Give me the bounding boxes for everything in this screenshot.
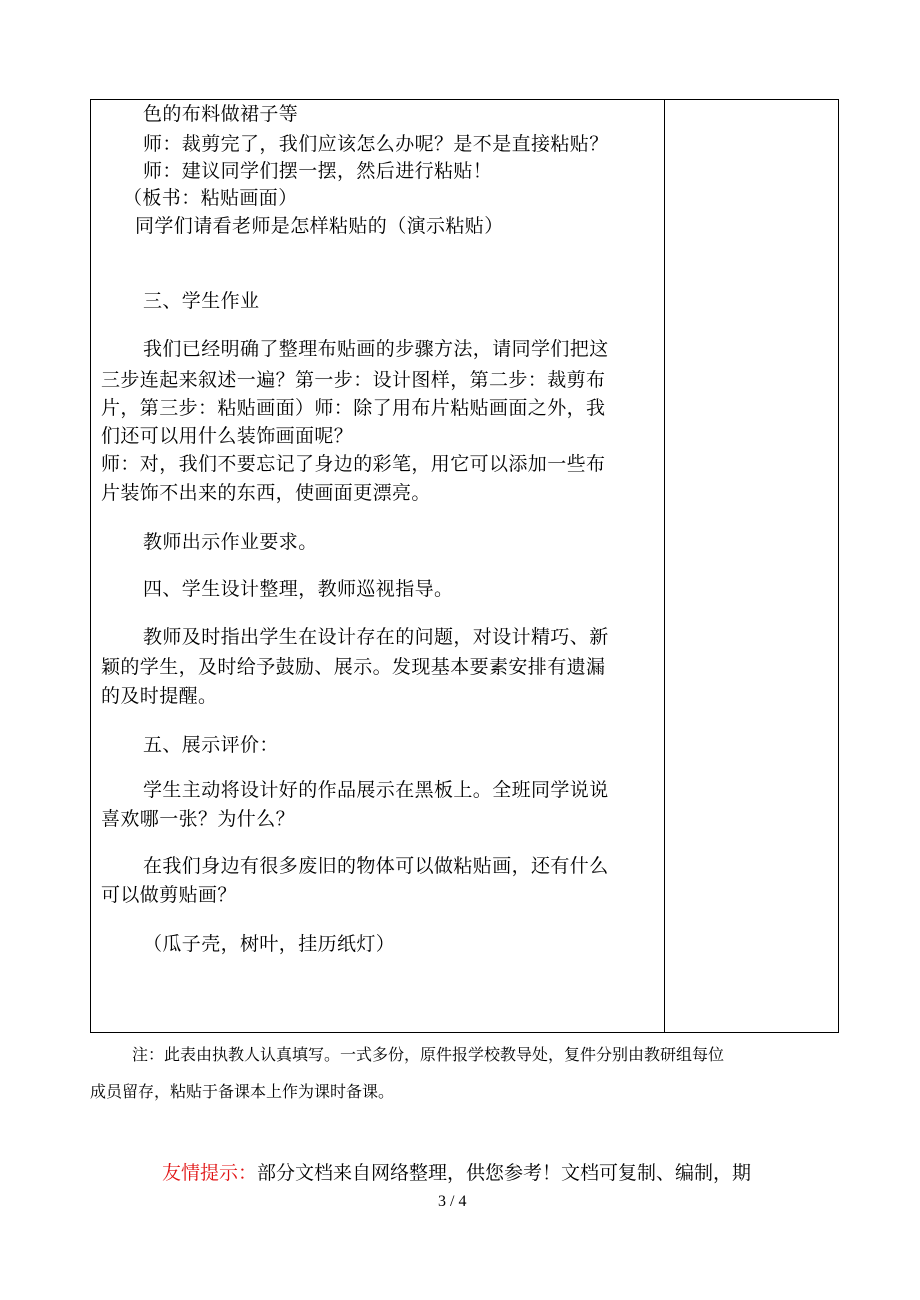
table-line: 教师出示作业要求。 [143, 531, 318, 553]
table-line: 师：建议同学们摆一摆，然后进行粘贴！ [143, 160, 493, 182]
table-line: 色的布料做裙子等 [143, 103, 299, 125]
table-line: 教师及时指出学生在设计存在的问题，对设计精巧、新 [143, 626, 609, 648]
table-line: 片装饰不出来的东西，使画面更漂亮。 [101, 482, 431, 504]
table-line: 学生主动将设计好的作品展示在黑板上。全班同学说说 [143, 779, 609, 801]
section-heading: 五、展示评价： [143, 734, 279, 756]
note-line-2: 成员留存，粘贴于备课本上作为课时备课。 [90, 1082, 395, 1101]
table-line: 师：裁剪完了，我们应该怎么办呢？是不是直接粘贴？ [143, 133, 609, 155]
table-line: （瓜子壳，树叶，挂历纸灯） [143, 933, 396, 955]
note-line-1: 注：此表由执教人认真填写。一式多份，原件报学校教导处，复件分别由教研组每位 [132, 1045, 725, 1064]
column-divider [664, 100, 665, 1032]
section-heading: 三、学生作业 [143, 290, 260, 312]
table-line: 在我们身边有很多废旧的物体可以做粘贴画，还有什么 [143, 855, 609, 877]
table-line: 我们已经明确了整理布贴画的步骤方法，请同学们把这 [143, 338, 609, 360]
table-line: 的及时提醒。 [101, 685, 218, 707]
friendly-tip [162, 1159, 751, 1187]
table-line: 三步连起来叙述一遍？第一步：设计图样，第二步：裁剪布 [101, 369, 606, 391]
table-line: 片，第三步：粘贴画面）师：除了用布片粘贴画面之外，我 [101, 397, 606, 419]
lesson-plan-table [90, 99, 839, 1033]
table-line: 们还可以用什么装饰画面呢？ [101, 425, 354, 447]
table-line: 同学们请看老师是怎样粘贴的（演示粘贴） [135, 215, 504, 237]
friendly-tip-text: 部分文档来自网络整理，供您参考！文档可复制、编制，期 [257, 1162, 752, 1184]
table-line: 喜欢哪一张？为什么？ [101, 808, 296, 830]
table-line: 颖的学生，及时给予鼓励、展示。发现基本要素安排有遗漏 [101, 656, 606, 678]
friendly-tip-label: 友情提示： [162, 1162, 258, 1184]
table-line: （板书：粘贴画面） [123, 187, 298, 209]
table-line: 师：对，我们不要忘记了身边的彩笔，用它可以添加一些布 [101, 453, 606, 475]
table-line: 可以做剪贴画？ [101, 884, 237, 906]
page-number: 3 / 4 [438, 1193, 467, 1210]
section-heading: 四、学生设计整理，教师巡视指导。 [143, 578, 454, 600]
